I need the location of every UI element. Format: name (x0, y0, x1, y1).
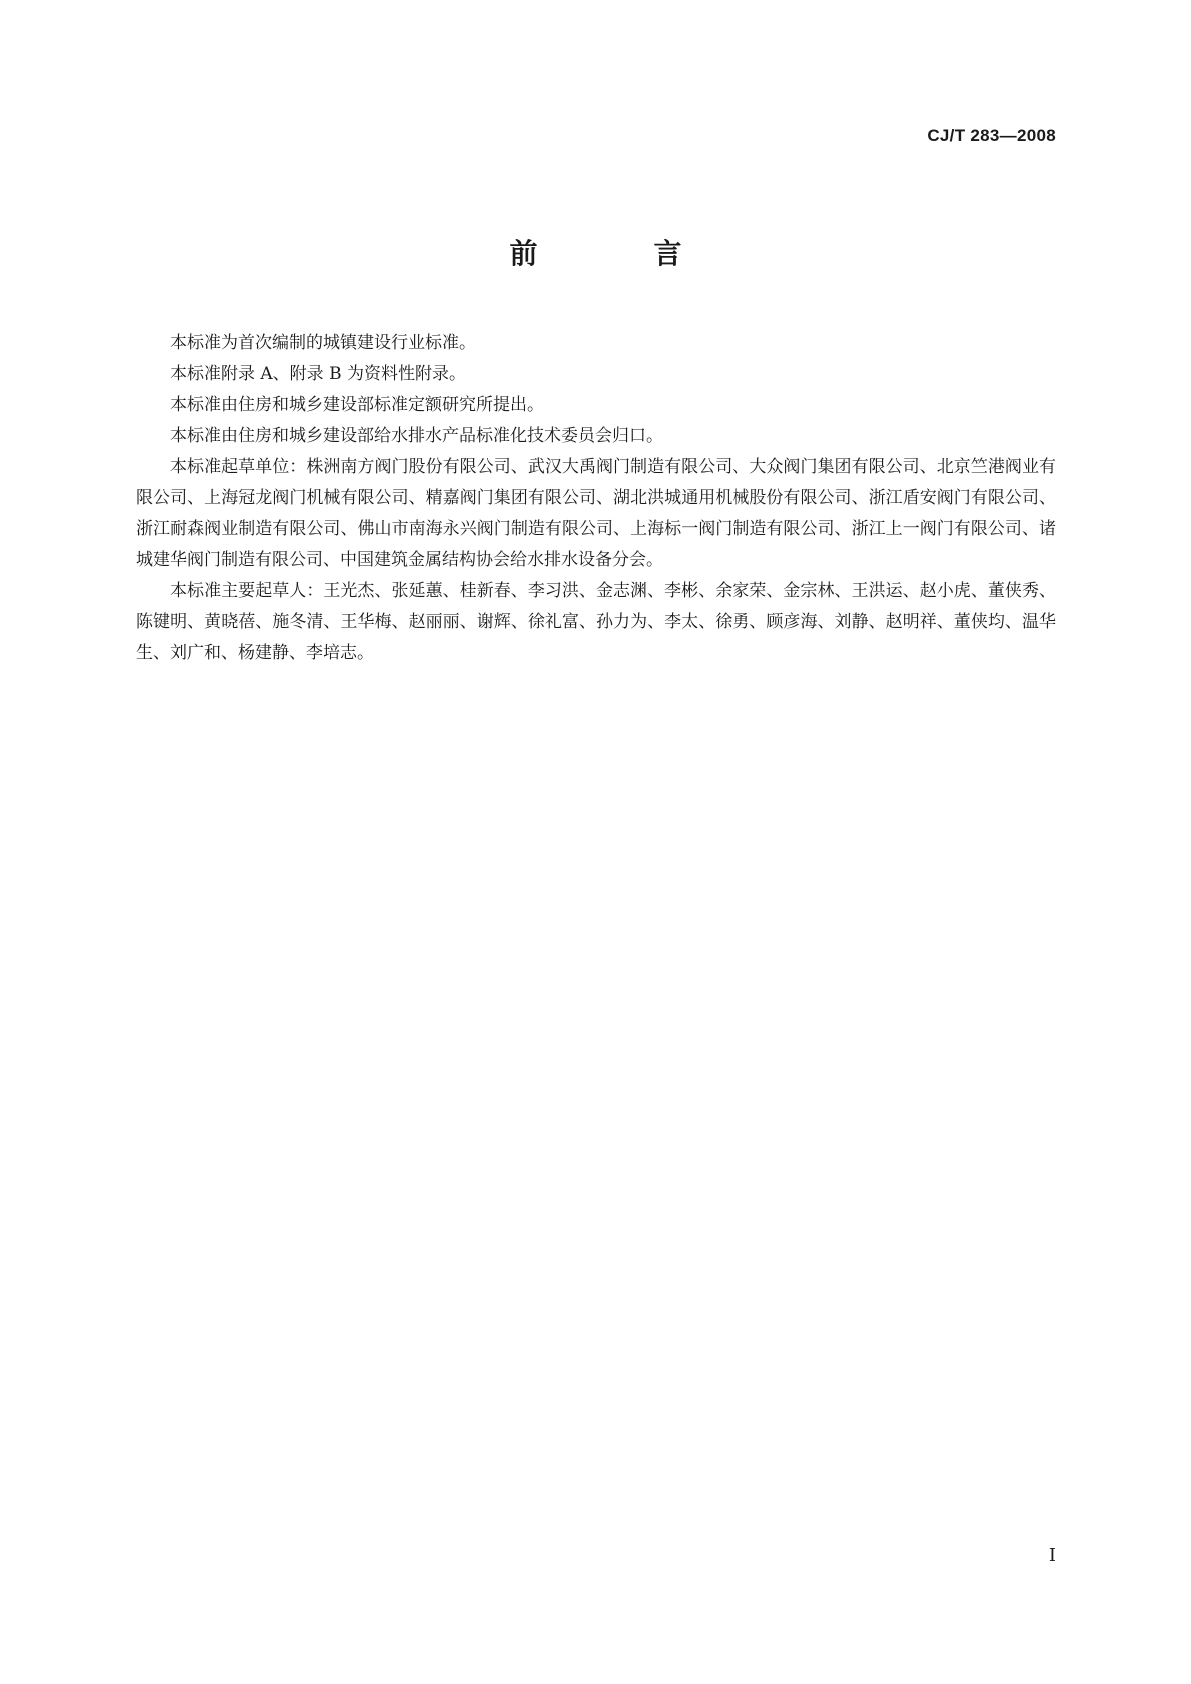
page-title: 前 言 (509, 237, 726, 270)
standard-code: CJ/T 283—2008 (927, 126, 1056, 145)
paragraph-proposer: 本标准由住房和城乡建设部标准定额研究所提出。 (170, 395, 544, 415)
paragraph-drafters: 本标准主要起草人：王光杰、张延蕙、桂新春、李习洪、金志渊、李彬、余家荣、金宗林、王洪运、赵小虎、董侠秀、陈键明、黄晓蓓、施冬清、王华梅、赵丽丽、谢辉、徐礼富、孙力为、李太、徐勇、顾彦海、刘静、赵明祥、董侠均、温华生、刘广和、杨建静、李培志。 (136, 581, 1056, 663)
paragraph-appendices: 本标准附录 A、附录 B 为资料性附录。 (170, 364, 466, 384)
page-number: I (1048, 1545, 1056, 1566)
paragraph-first-edition: 本标准为首次编制的城镇建设行业标准。 (170, 333, 476, 353)
paragraph-administrator: 本标准由住房和城乡建设部给水排水产品标准化技术委员会归口。 (170, 426, 663, 446)
paragraph-drafting-units: 本标准起草单位：株洲南方阀门股份有限公司、武汉大禹阀门制造有限公司、大众阀门集团有限公司、北京竺港阀业有限公司、上海冠龙阀门机械有限公司、精嘉阀门集团有限公司、湖北洪城通用机械股份有限公司、浙江盾安阀门有限公司、浙江耐森阀业制造有限公司、佛山市南海永兴阀门制造有限公司、上海标一阀门制造有限公司、浙江上一阀门有限公司、诸城建华阀门制造有限公司、中国建筑金属结构协会给水排水设备分会。 (136, 457, 1056, 570)
foreword-body (136, 328, 1056, 669)
